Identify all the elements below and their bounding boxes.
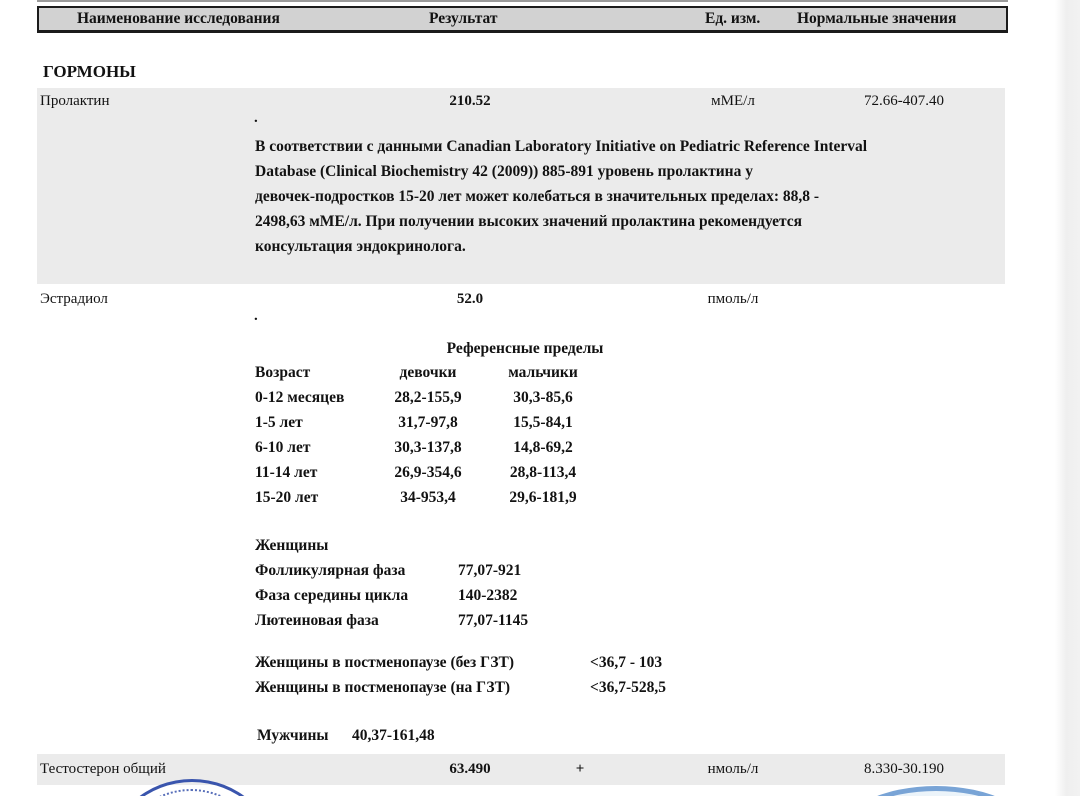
results-table-header (37, 6, 1008, 33)
header-units-column: Ед. изм. (705, 10, 761, 27)
women-row-label: Фаза середины цикла (255, 587, 409, 604)
women-row-value: 77,07-1145 (458, 612, 529, 629)
prolactin-comment (255, 134, 1015, 259)
cutoff-row-border (37, 0, 1008, 2)
women-row-label: Лютеиновая фаза (255, 612, 379, 629)
header-result-column: Результат (429, 10, 498, 27)
prolactin-test-name: Пролактин (40, 93, 110, 109)
age-row-boys: 30,3-85,6 (513, 389, 573, 406)
estradiol-units: пмоль/л (707, 291, 759, 307)
testosterone-units: нмоль/л (707, 761, 759, 777)
header-name-column: Наименование исследования (77, 10, 280, 27)
testosterone-normal-range: 8.330-30.190 (864, 761, 944, 777)
age-row-girls: 31,7-97,8 (398, 414, 458, 431)
age-row-girls: 26,9-354,6 (394, 464, 462, 481)
age-row-label: 15-20 лет (255, 489, 319, 506)
testosterone-test-name: Тестостерон общий (40, 761, 166, 777)
testosterone-high-flag: + (575, 761, 585, 777)
postmenopause-row-value: <36,7 - 103 (590, 654, 663, 671)
prolactin-normal-range: 72.66-407.40 (864, 93, 944, 109)
reference-limits-title: Референсные пределы (446, 340, 604, 357)
age-row-boys: 29,6-181,9 (509, 489, 577, 506)
age-row-boys: 28,8-113,4 (509, 464, 577, 481)
header-normal-column: Нормальные значения (797, 10, 957, 27)
comment-line: консультация эндокринолога. (255, 238, 466, 255)
postmenopause-row-label: Женщины в постменопаузе (без ГЗТ) (255, 654, 515, 671)
age-row-label: 1-5 лет (255, 414, 303, 431)
prolactin-comment-marker: . (254, 110, 258, 126)
age-row-label: 11-14 лет (255, 464, 318, 481)
postmenopause-row-label: Женщины в постменопаузе (на ГЗТ) (255, 679, 511, 696)
age-row-girls: 34-953,4 (400, 489, 456, 506)
prolactin-units: мМЕ/л (711, 93, 755, 109)
age-row-boys: 14,8-69,2 (513, 439, 573, 456)
women-row-label: Фолликулярная фаза (255, 562, 406, 579)
comment-line: девочек-подростков 15-20 лет может колебаться в значительных пределах: 88,8 - (255, 188, 820, 205)
testosterone-result-value: 63.490 (449, 761, 491, 777)
age-row-girls: 30,3-137,8 (394, 439, 462, 456)
estradiol-test-name: Эстрадиол (40, 291, 108, 307)
estradiol-result-value: 52.0 (456, 291, 484, 307)
comment-line: В соответствии с данными Canadian Laboratory Initiative on Pediatric Reference Interval (255, 138, 868, 155)
section-title-hormones: ГОРМОНЫ (43, 62, 136, 81)
scrollbar-track[interactable] (1055, 0, 1080, 796)
comment-line: 2498,63 мМЕ/л. При получении высоких значений пролактина рекомендуется (255, 213, 803, 230)
age-row-girls: 28,2-155,9 (394, 389, 462, 406)
age-table-header-age: Возраст (255, 364, 311, 381)
postmenopause-row-value: <36,7-528,5 (590, 679, 666, 696)
women-row-value: 140-2382 (458, 587, 518, 604)
age-row-label: 6-10 лет (255, 439, 311, 456)
women-row-value: 77,07-921 (458, 562, 522, 579)
age-table-header-boys: мальчики (508, 364, 578, 381)
men-section-label: Мужчины (257, 727, 329, 744)
age-row-label: 0-12 месяцев (255, 389, 345, 406)
women-section-title: Женщины (255, 537, 329, 554)
oval-stamp (838, 786, 1034, 796)
age-table-header-girls: девочки (399, 364, 457, 381)
men-range-value: 40,37-161,48 (352, 727, 435, 744)
estradiol-comment-marker: . (254, 308, 258, 324)
prolactin-result-value: 210.52 (449, 93, 491, 109)
comment-line: Database (Clinical Biochemistry 42 (2009)) 885-891 уровень пролактина у (255, 163, 753, 180)
age-row-boys: 15,5-84,1 (513, 414, 573, 431)
